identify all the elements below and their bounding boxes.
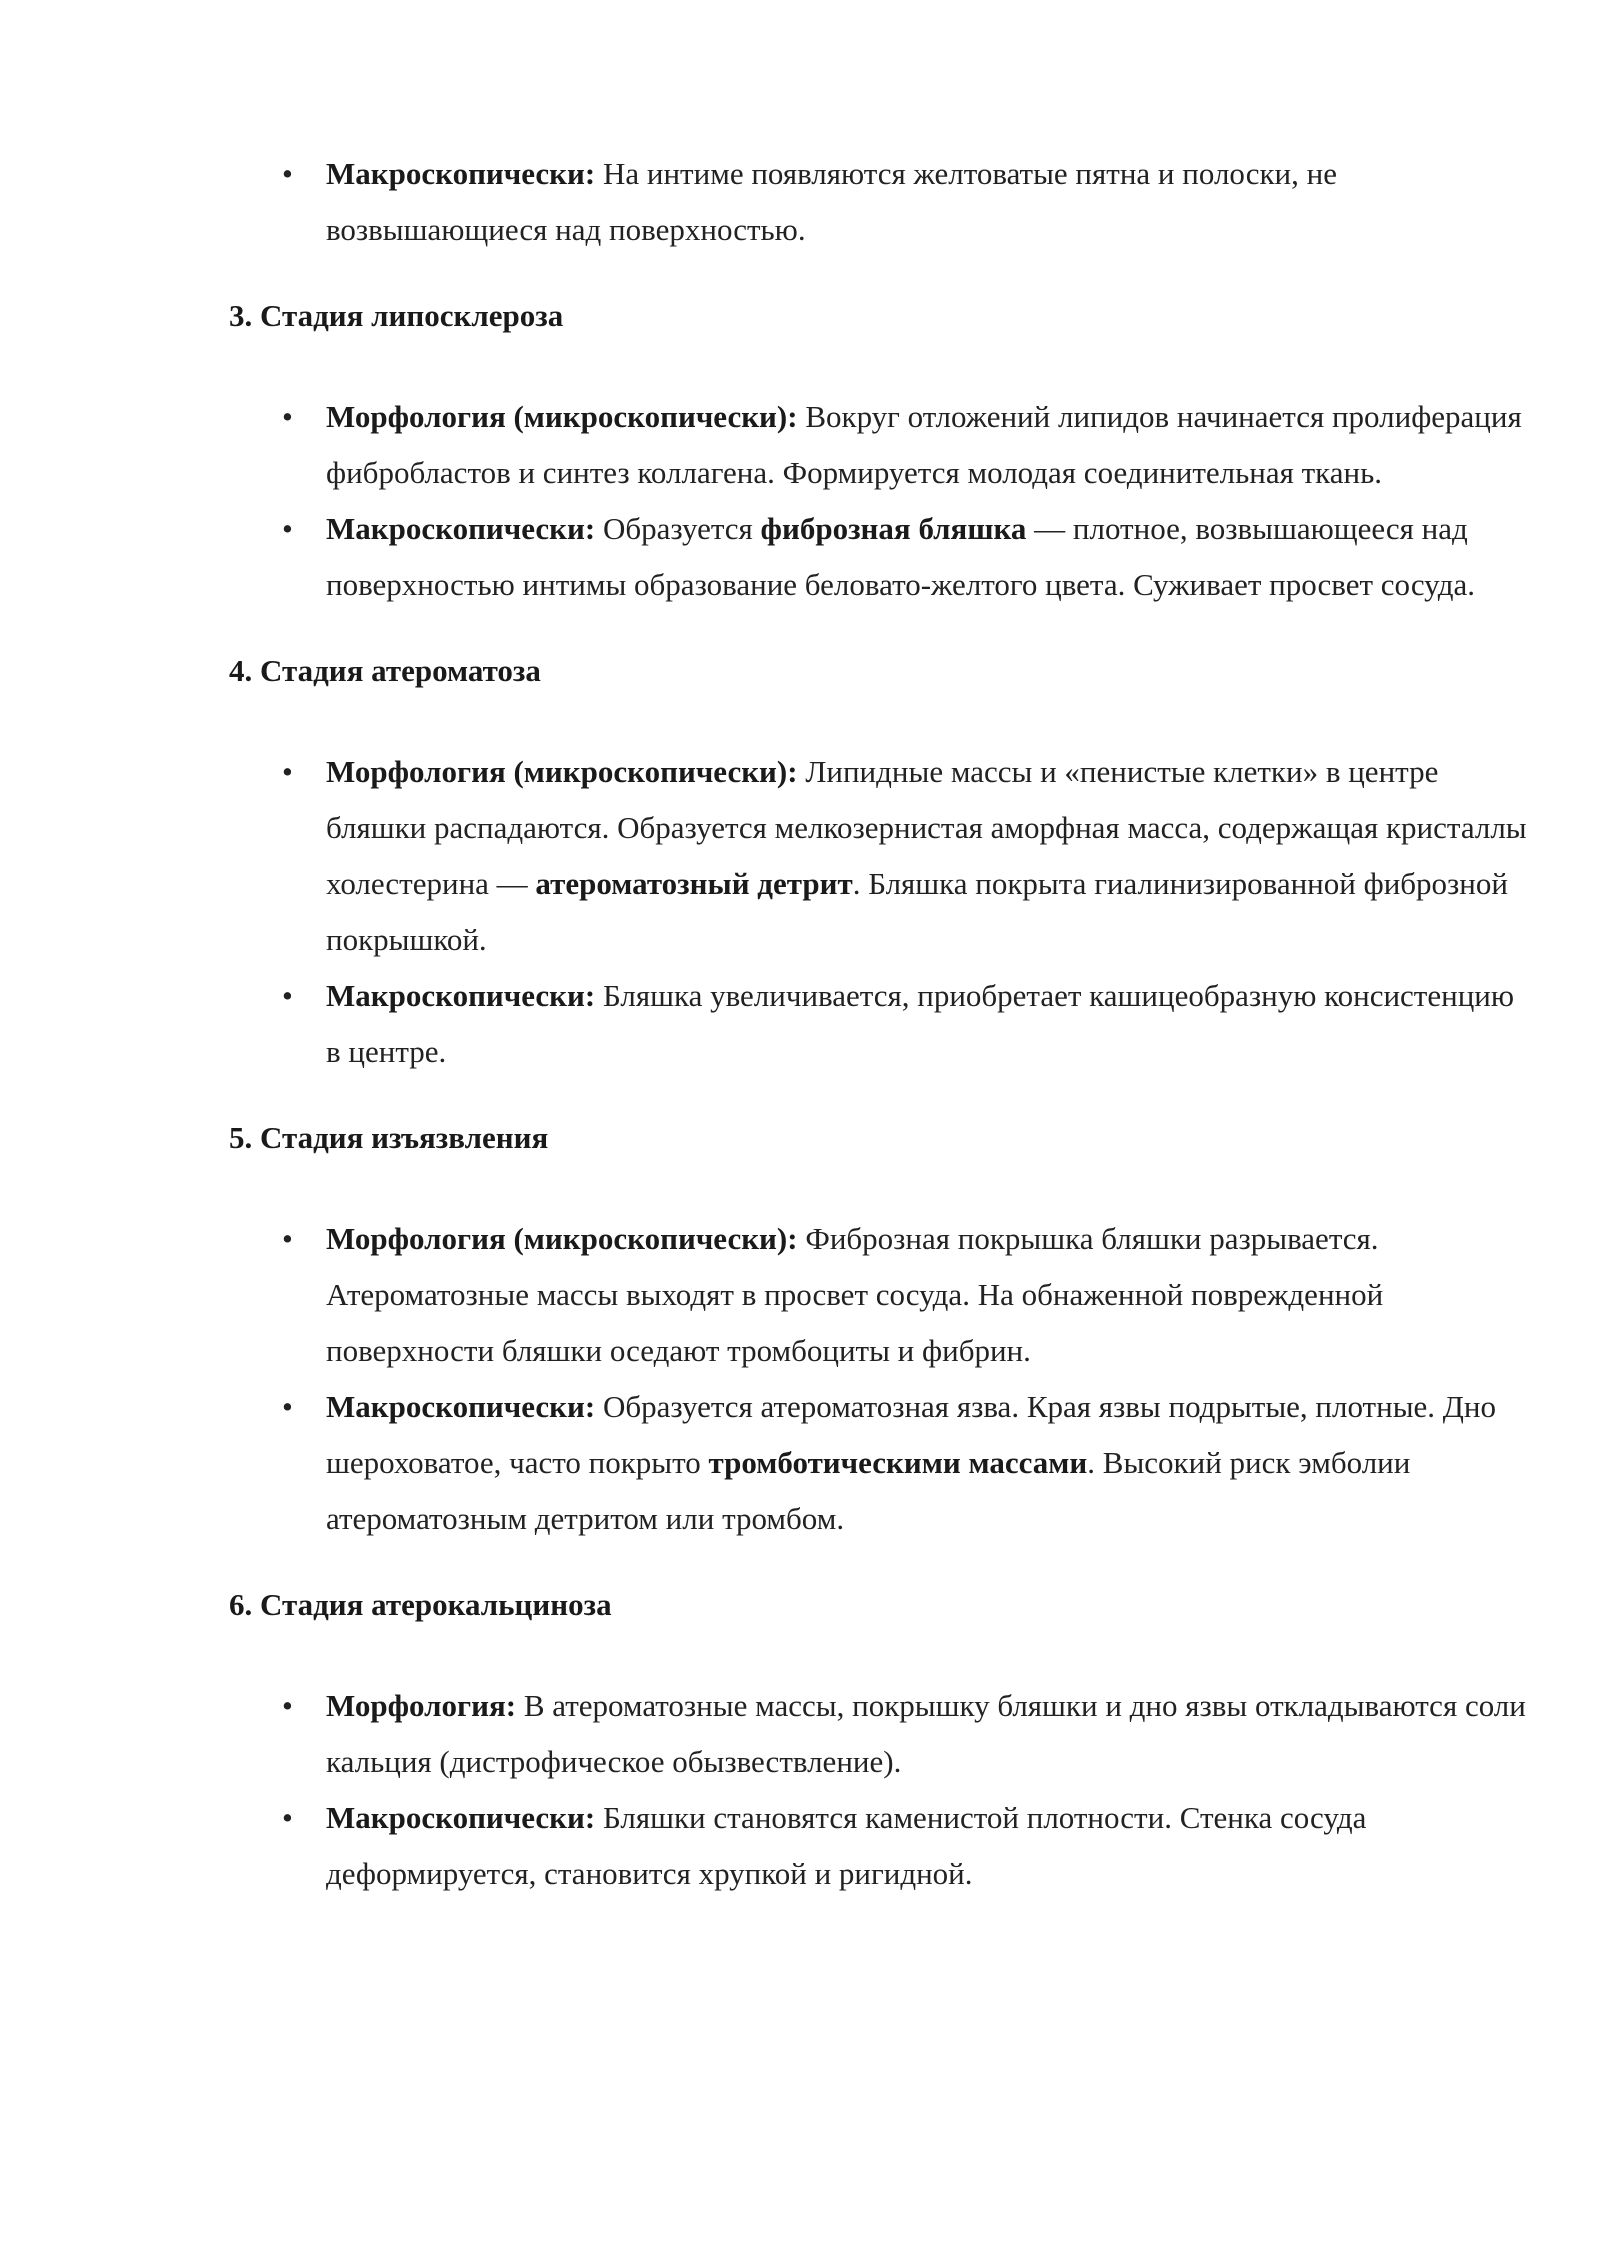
- stage-3-list: [229, 389, 1529, 613]
- bullet-icon: •: [282, 1221, 293, 1256]
- bullet-icon: •: [282, 754, 293, 789]
- item-text: . Бляшка покрыта гиалинизированной фиброзной покрышкой.: [326, 866, 1508, 957]
- item-text: Фиброзная покрышка бляшки разрывается. Атероматозные массы выходят в просвет сосуда. На обнаженной поврежденной поверхности бляшки оседают тромбоциты и фибрин.: [326, 1221, 1384, 1368]
- list-item: [229, 1211, 1529, 1379]
- item-label: Морфология:: [326, 1688, 517, 1723]
- item-term: атероматозный детрит: [535, 866, 853, 901]
- item-text: На интиме появляются желтоватые пятна и полоски, не возвышающиеся над поверхностью.: [326, 156, 1337, 247]
- list-item: [229, 1379, 1529, 1547]
- stage-4-heading: 4. Стадия атероматоза: [229, 653, 541, 688]
- stage-5-heading: 5. Стадия изъязвления: [229, 1120, 549, 1155]
- item-label: Морфология (микроскопически):: [326, 399, 798, 434]
- bullet-icon: •: [282, 978, 293, 1013]
- item-text: . Высокий риск эмболии атероматозным детритом или тромбом.: [326, 1445, 1411, 1536]
- item-label: Морфология (микроскопически):: [326, 754, 798, 789]
- bullet-icon: •: [282, 156, 293, 191]
- stage-6-list: [229, 1678, 1529, 1902]
- bullet-icon: •: [282, 1688, 293, 1723]
- bullet-icon: •: [282, 399, 293, 434]
- item-term: тромботическими массами: [708, 1445, 1088, 1480]
- list-item: [229, 744, 1529, 968]
- stage-4-list: [229, 744, 1529, 1080]
- bullet-icon: •: [282, 511, 293, 546]
- item-term: фиброзная бляшка: [760, 511, 1027, 546]
- list-item: [229, 1790, 1529, 1902]
- bullet-icon: •: [282, 1800, 293, 1835]
- stage-6-heading: 6. Стадия атерокальциноза: [229, 1587, 612, 1622]
- list-item: [229, 146, 1529, 258]
- item-text: — плотное, возвышающееся над поверхностью интимы образование беловато-желтого цвета. Суживает просвет сосуда.: [326, 511, 1475, 602]
- item-label: Макроскопически:: [326, 1389, 596, 1424]
- item-label: Морфология (микроскопически):: [326, 1221, 798, 1256]
- list-item: [229, 1678, 1529, 1790]
- item-label: Макроскопически:: [326, 978, 596, 1013]
- list-item: [229, 501, 1529, 613]
- item-text: Липидные массы и «пенистые клетки» в центре бляшки распадаются. Образуется мелкозернистая аморфная масса, содержащая кристаллы холестерина —: [326, 754, 1527, 901]
- document-content: [229, 146, 1529, 1902]
- item-text: Образуется атероматозная язва. Края язвы подрытые, плотные. Дно шероховатое, часто покрыто: [326, 1389, 1497, 1480]
- item-text: Бляшка увеличивается, приобретает кашицеобразную консистенцию в центре.: [326, 978, 1515, 1069]
- bullet-icon: •: [282, 1389, 293, 1424]
- item-text: Бляшки становятся каменистой плотности. Стенка сосуда деформируется, становится хрупкой и ригидной.: [326, 1800, 1367, 1891]
- item-label: Макроскопически:: [326, 1800, 596, 1835]
- item-label: Макроскопически:: [326, 156, 596, 191]
- item-text: Вокруг отложений липидов начинается пролиферация фибробластов и синтез коллагена. Формируется молодая соединительная ткань.: [326, 399, 1522, 490]
- item-label: Макроскопически:: [326, 511, 596, 546]
- list-item: [229, 968, 1529, 1080]
- stage-3-heading: 3. Стадия липосклероза: [229, 298, 564, 333]
- list-item: [229, 389, 1529, 501]
- item-text: Образуется: [595, 511, 761, 546]
- item-text: В атероматозные массы, покрышку бляшки и дно язвы откладываются соли кальция (дистрофическое обызвествление).: [326, 1688, 1526, 1779]
- stage-5-list: [229, 1211, 1529, 1547]
- top-bullet-list: [229, 146, 1529, 258]
